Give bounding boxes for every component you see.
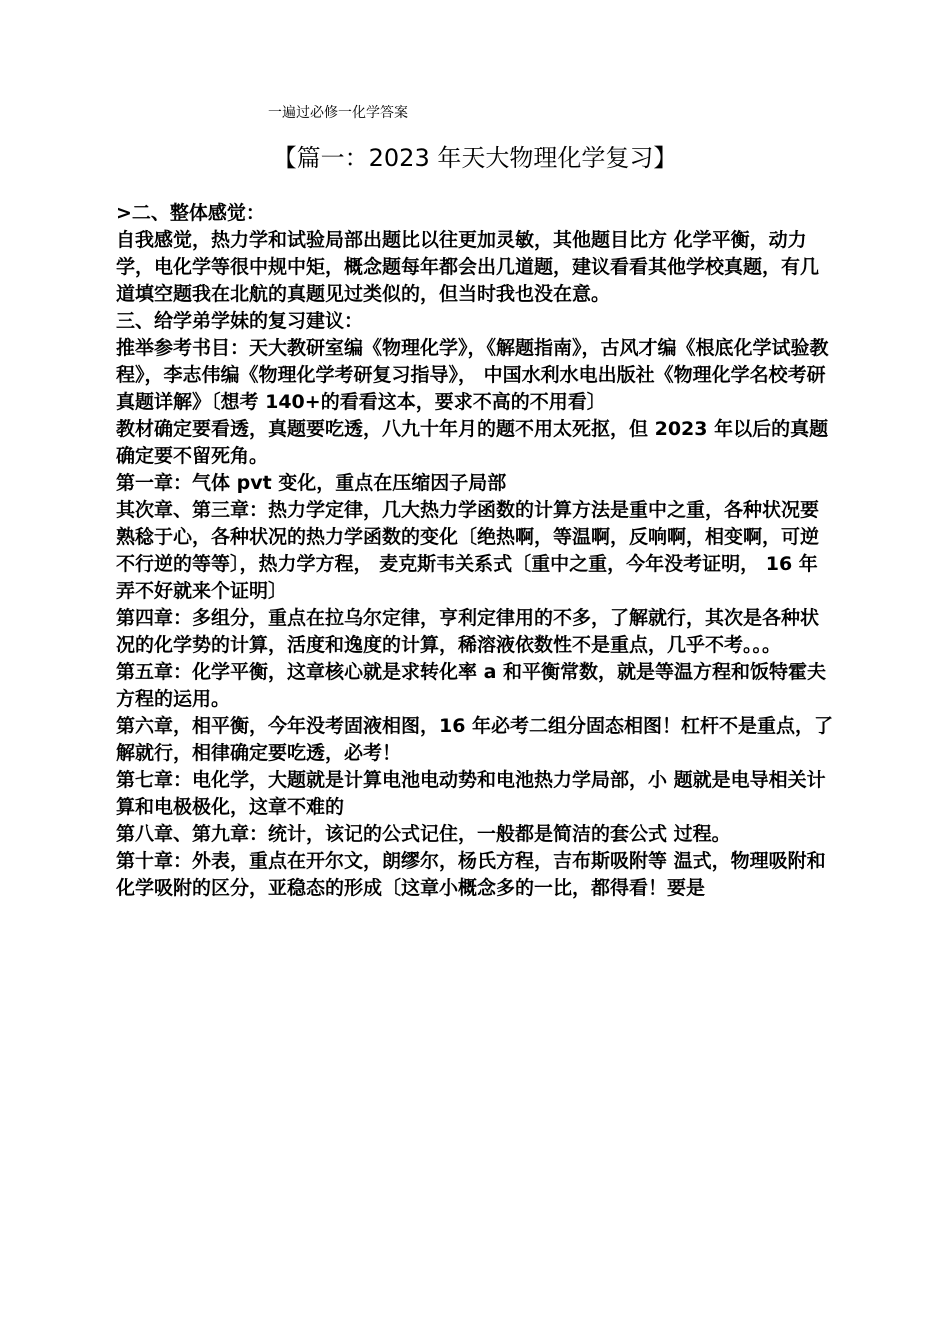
paragraph: 推举参考书目：天大教研室编《物理化学》，《解题指南》，古风才编《根底化学试验教程》，李志伟编《物理化学考研复习指导》， 中国水利水电出版社《物理化学名校考研真题详解》〔想考 140+的看看这本，要求不高的不用看〕: [116, 337, 829, 413]
section-heading-review-advice: 三、给学弟学妹的复习建议：: [116, 310, 364, 332]
paragraph-chapter-2-3: 其次章、第三章：热力学定律，几大热力学函数的计算方法是重中之重，各种状况要熟稔于心，各种状况的热力学函数的变化〔绝热啊，等温啊，反响啊，相变啊，可逆不行逆的等等〕，热力学方程， 麦克斯韦关系式〔重中之重，今年没考证明， 16 年弄不好就来个证明〕: [116, 499, 820, 602]
paragraph-chapter-1: 第一章：气体 pvt 变化，重点在压缩因子局部: [116, 472, 507, 494]
paragraph-chapter-7: 第七章：电化学，大题就是计算电池电动势和电池热力学局部，小 题就是电导相关计算和电极极化，这章不难的: [116, 769, 826, 818]
document-title: 【篇一：2023 年天大物理化学复习】: [272, 144, 678, 172]
paragraph-chapter-10: 第十章：外表，重点在开尔文，朗缪尔，杨氏方程，吉布斯吸附等 温式，物理吸附和化学吸附的区分，亚稳态的形成〔这章小概念多的一比，都得看！要是: [116, 850, 826, 899]
paragraph-chapter-8-9: 第八章、第九章：统计，该记的公式记住，一般都是简洁的套公式 过程。: [116, 823, 731, 845]
running-header: 一遍过必修一化学答案: [268, 105, 408, 121]
section-heading-overall-impression: >二、整体感觉：: [116, 202, 265, 224]
paragraph-chapter-5: 第五章：化学平衡，这章核心就是求转化率 a 和平衡常数，就是等温方程和饭特霍夫方程的运用。: [116, 661, 827, 710]
paragraph: 自我感觉，热力学和试验局部出题比以往更加灵敏，其他题目比方 化学平衡，动力学，电化学等很中规中矩，概念题每年都会出几道题，建议看看其他学校真题，有几道填空题我在北航的真题见过类似的，但当时我也没在意。: [116, 229, 820, 305]
paragraph-chapter-6: 第六章，相平衡，今年没考固液相图，16 年必考二组分固态相图！杠杆不是重点，了解就行，相律确定要吃透，必考！: [116, 715, 834, 764]
paragraph: 教材确定要看透，真题要吃透，八九十年月的题不用太死抠，但 2023 年以后的真题确定要不留死角。: [116, 418, 829, 467]
document-body: [116, 200, 836, 902]
paragraph-chapter-4: 第四章：多组分，重点在拉乌尔定律，亨利定律用的不多，了解就行，其次是各种状况的化学势的计算，活度和逸度的计算，稀溶液依数性不是重点，几乎不考。。。: [116, 607, 820, 656]
